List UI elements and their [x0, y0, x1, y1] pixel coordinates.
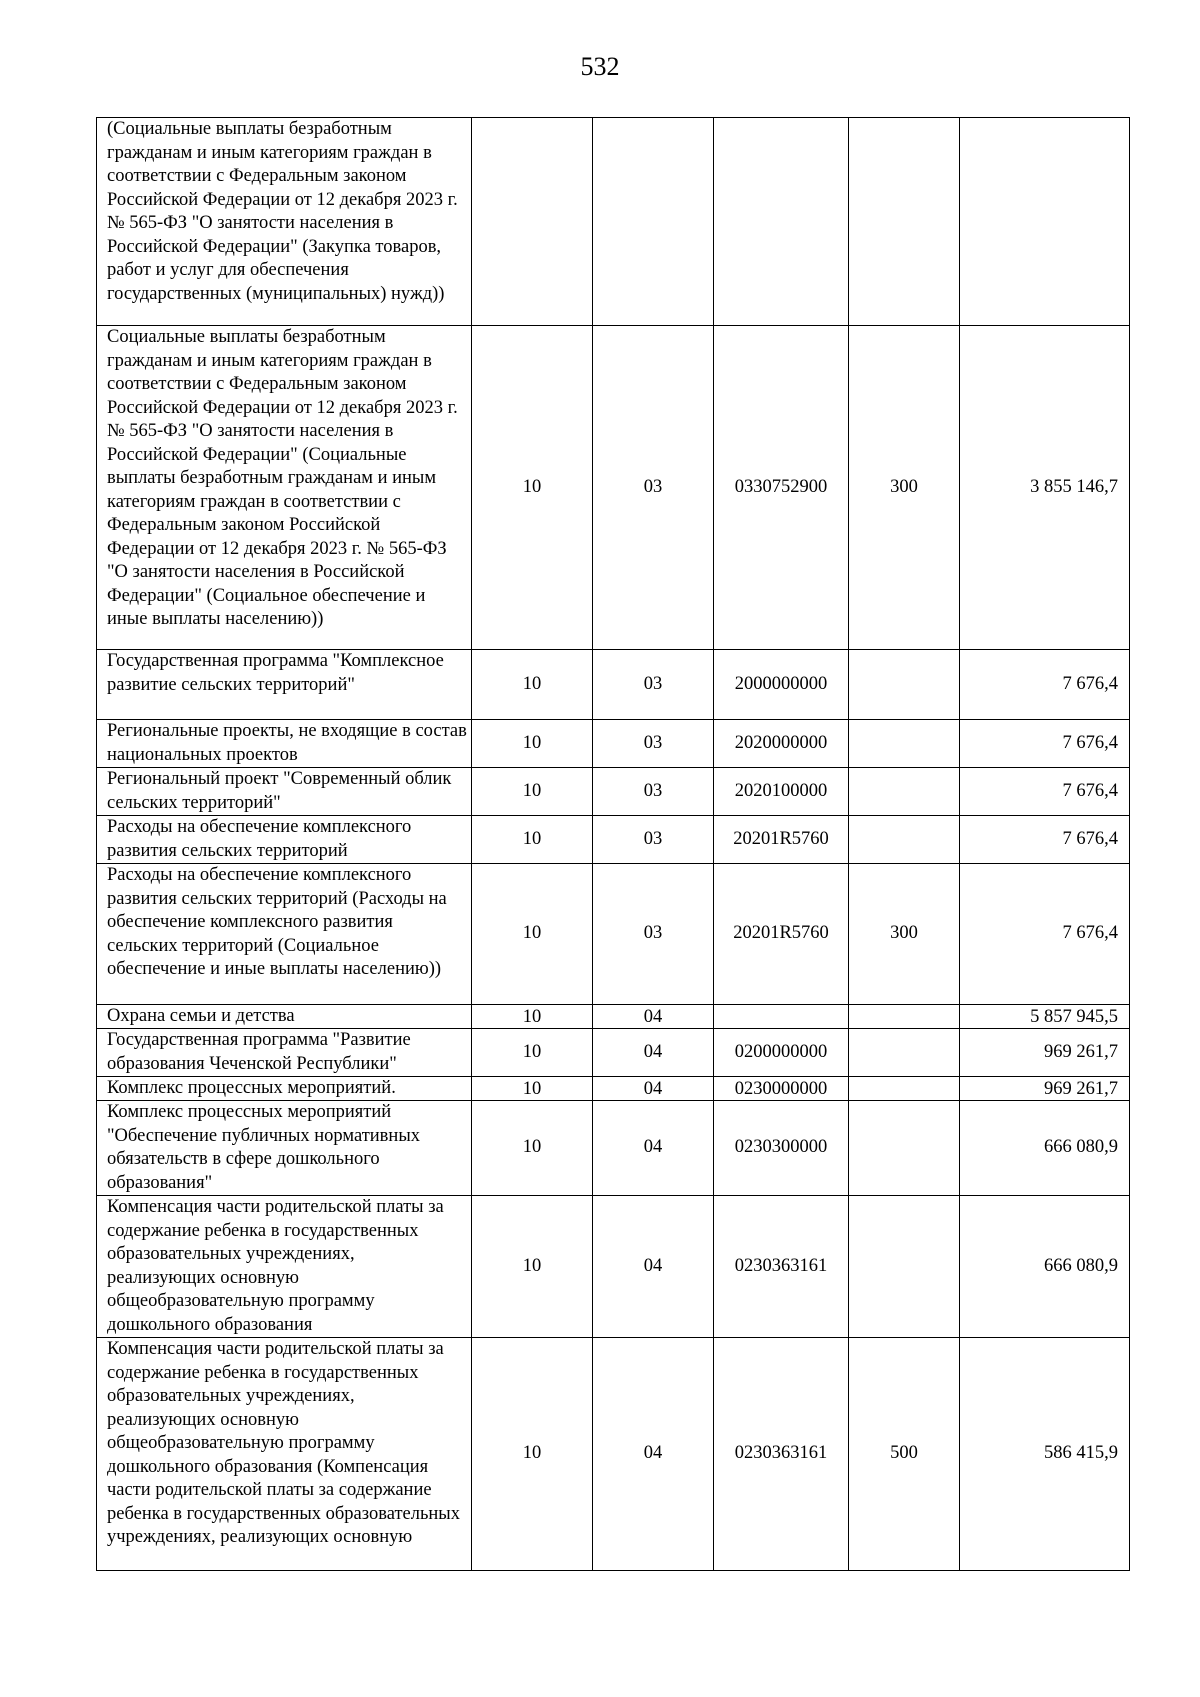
row-section: 10 [472, 864, 593, 1005]
row-target-code: 0230300000 [714, 1101, 849, 1196]
row-expense-code: 300 [849, 864, 960, 1005]
row-expense-code [849, 1077, 960, 1101]
row-section: 10 [472, 1196, 593, 1338]
row-subsection: 03 [593, 864, 714, 1005]
row-section: 10 [472, 1101, 593, 1196]
row-expense-code [849, 720, 960, 768]
row-name: Государственная программа "Комплексное развитие сельских территорий" [97, 650, 472, 720]
row-amount: 7 676,4 [960, 768, 1130, 816]
row-section: 10 [472, 816, 593, 864]
row-subsection: 04 [593, 1338, 714, 1571]
row-amount: 7 676,4 [960, 864, 1130, 1005]
row-target-code: 20201R5760 [714, 864, 849, 1005]
table-row [97, 816, 1130, 864]
row-expense-code [849, 1101, 960, 1196]
table-row [97, 326, 1130, 650]
row-amount: 666 080,9 [960, 1196, 1130, 1338]
page-number: 532 [580, 52, 620, 81]
table-row [97, 864, 1130, 1005]
row-section [472, 118, 593, 326]
row-subsection: 04 [593, 1196, 714, 1338]
table-row [97, 720, 1130, 768]
table-row [97, 1077, 1130, 1101]
row-name: Охрана семьи и детства [97, 1005, 472, 1029]
row-name: Компенсация части родительской платы за содержание ребенка в государственных образовательных учреждениях, реализующих основную общеобразовательную программу дошкольного образования [97, 1196, 472, 1338]
row-amount [960, 118, 1130, 326]
row-target-code [714, 118, 849, 326]
row-target-code: 0230363161 [714, 1338, 849, 1571]
row-amount: 586 415,9 [960, 1338, 1130, 1571]
row-expense-code [849, 1029, 960, 1077]
row-amount: 969 261,7 [960, 1077, 1130, 1101]
row-section: 10 [472, 768, 593, 816]
row-subsection: 04 [593, 1077, 714, 1101]
row-section: 10 [472, 720, 593, 768]
row-expense-code [849, 118, 960, 326]
row-target-code: 0230000000 [714, 1077, 849, 1101]
row-expense-code [849, 816, 960, 864]
table-row [97, 650, 1130, 720]
row-amount: 666 080,9 [960, 1101, 1130, 1196]
row-subsection: 03 [593, 720, 714, 768]
row-section: 10 [472, 650, 593, 720]
row-target-code: 2020100000 [714, 768, 849, 816]
budget-table [96, 117, 1130, 1571]
row-name: Социальные выплаты безработным гражданам и иным категориям граждан в соответствии с Федеральным законом Российской Федерации от 12 декабря 2023 г. № 565-ФЗ "О занятости населения в Российской Федерации" (Социальные выплаты безработным гражданам и иным категориям граждан в соответствии с Федеральным законом Российской Федерации от 12 декабря 2023 г. № 565-ФЗ "О занятости населения в Российской Федерации" (Социальное обеспечение и иные выплаты населению)) [97, 326, 472, 650]
row-amount: 5 857 945,5 [960, 1005, 1130, 1029]
row-amount: 969 261,7 [960, 1029, 1130, 1077]
row-amount: 3 855 146,7 [960, 326, 1130, 650]
row-amount: 7 676,4 [960, 816, 1130, 864]
row-name: Региональный проект "Современный облик сельских территорий" [97, 768, 472, 816]
row-subsection: 03 [593, 768, 714, 816]
table-row [97, 1196, 1130, 1338]
row-expense-code: 500 [849, 1338, 960, 1571]
row-target-code: 0230363161 [714, 1196, 849, 1338]
row-subsection: 04 [593, 1029, 714, 1077]
row-section: 10 [472, 1029, 593, 1077]
row-section: 10 [472, 1338, 593, 1571]
row-expense-code [849, 650, 960, 720]
row-target-code [714, 1005, 849, 1029]
row-amount: 7 676,4 [960, 650, 1130, 720]
row-subsection: 03 [593, 650, 714, 720]
row-name: Комплекс процессных мероприятий. [97, 1077, 472, 1101]
row-subsection: 03 [593, 326, 714, 650]
row-name: Компенсация части родительской платы за содержание ребенка в государственных образовательных учреждениях, реализующих основную общеобразовательную программу дошкольного образования (Компенсация части родительской платы за содержание ребенка в государственных образовательных учреждениях, реализующих основную [97, 1338, 472, 1571]
row-target-code: 2020000000 [714, 720, 849, 768]
row-section: 10 [472, 326, 593, 650]
table-row [97, 1338, 1130, 1571]
table-row [97, 118, 1130, 326]
row-section: 10 [472, 1005, 593, 1029]
row-subsection: 04 [593, 1005, 714, 1029]
row-name: Региональные проекты, не входящие в состав национальных проектов [97, 720, 472, 768]
row-target-code: 20201R5760 [714, 816, 849, 864]
table-row [97, 1005, 1130, 1029]
row-expense-code [849, 1196, 960, 1338]
row-subsection [593, 118, 714, 326]
row-name: Государственная программа "Развитие образования Чеченской Республики" [97, 1029, 472, 1077]
row-target-code: 0200000000 [714, 1029, 849, 1077]
row-subsection: 03 [593, 816, 714, 864]
row-amount: 7 676,4 [960, 720, 1130, 768]
table-row [97, 1029, 1130, 1077]
row-name: Расходы на обеспечение комплексного развития сельских территорий [97, 816, 472, 864]
row-subsection: 04 [593, 1101, 714, 1196]
row-section: 10 [472, 1077, 593, 1101]
table-row [97, 1101, 1130, 1196]
row-name: Комплекс процессных мероприятий "Обеспечение публичных нормативных обязательств в сфере дошкольного образования" [97, 1101, 472, 1196]
row-expense-code [849, 768, 960, 816]
row-name: (Социальные выплаты безработным гражданам и иным категориям граждан в соответствии с Федеральным законом Российской Федерации от 12 декабря 2023 г. № 565-ФЗ "О занятости населения в Российской Федерации" (Закупка товаров, работ и услуг для обеспечения государственных (муниципальных) нужд)) [97, 118, 472, 326]
row-target-code: 0330752900 [714, 326, 849, 650]
row-name: Расходы на обеспечение комплексного развития сельских территорий (Расходы на обеспечение комплексного развития сельских территорий (Социальное обеспечение и иные выплаты населению)) [97, 864, 472, 1005]
row-target-code: 2000000000 [714, 650, 849, 720]
row-expense-code [849, 1005, 960, 1029]
table-row [97, 768, 1130, 816]
row-expense-code: 300 [849, 326, 960, 650]
